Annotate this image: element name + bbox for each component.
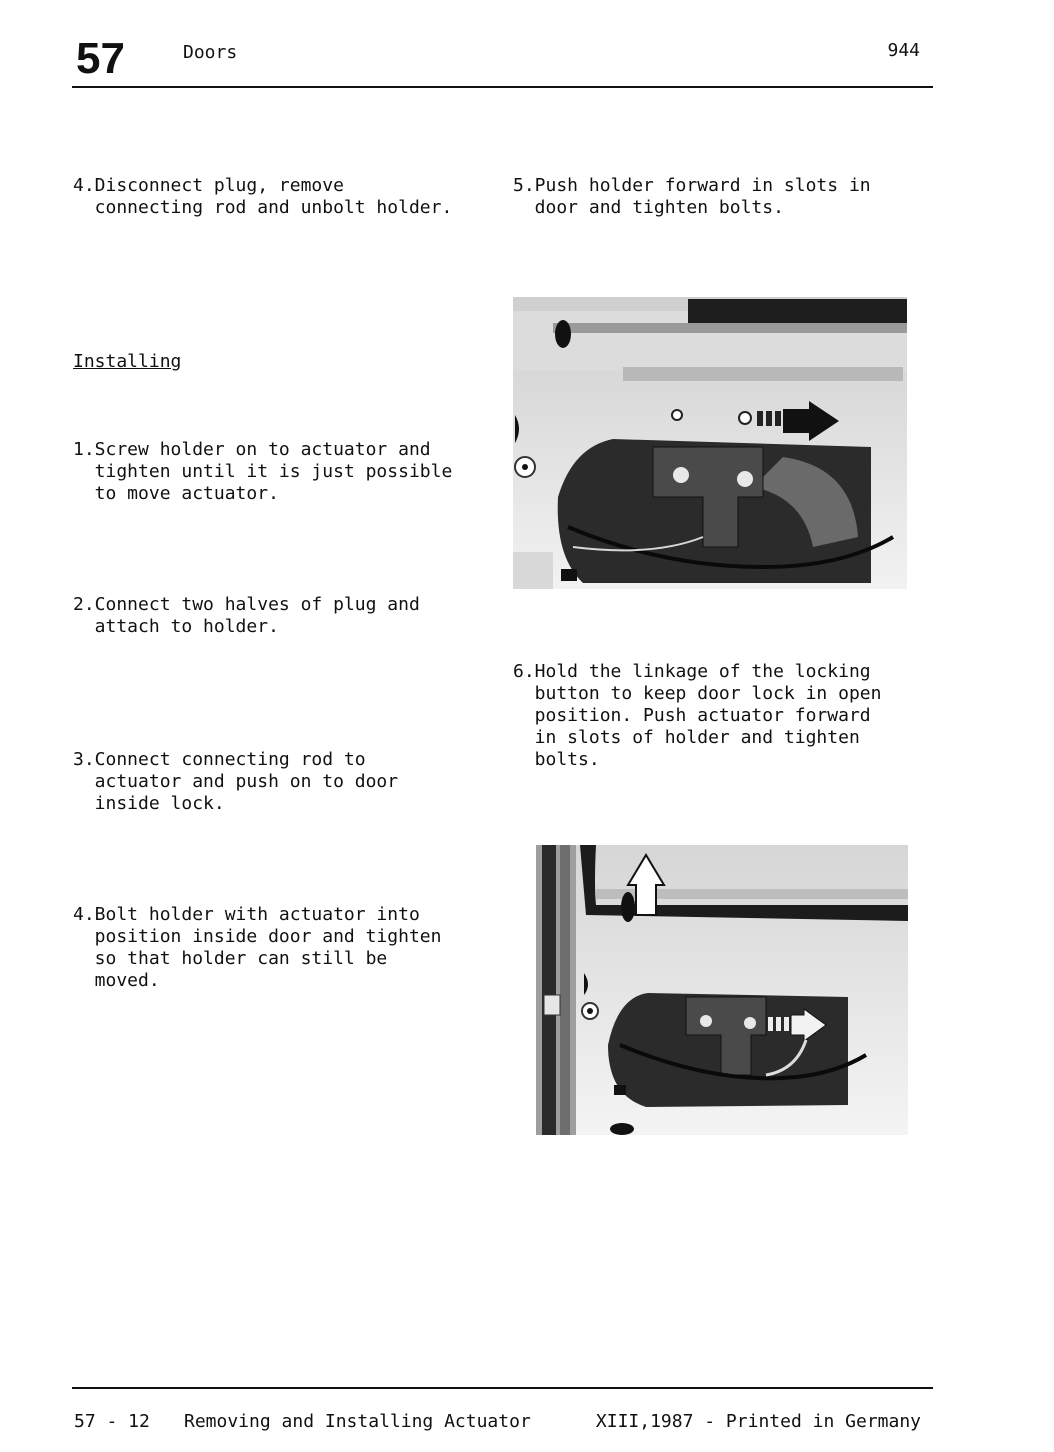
install-step-6: 6.Hold the linkage of the locking button to keep door lock in open position. Push actuator forward in slots of holder and tighten bolts. [513,661,882,770]
removal-step-5: 5.Push holder forward in slots in door and tighten bolts. [513,175,871,218]
installing-heading: Installing [73,351,182,372]
footer-rule [72,1387,933,1389]
footer-title: Removing and Installing Actuator [184,1411,531,1432]
page-number: 57 - 12 [74,1411,150,1432]
footer-edition: XIII,1987 - Printed in Germany [595,1411,921,1432]
install-step-3: 3.Connect connecting rod to actuator and push on to door inside lock. [73,749,399,814]
figure-holder-in-door [513,297,907,589]
removal-step-4: 4.Disconnect plug, remove connecting rod and unbolt holder. [73,175,453,218]
header-rule [72,86,933,88]
chapter-number: 57 [76,34,125,83]
figure-actuator-in-holder [536,845,908,1135]
install-step-1: 1.Screw holder on to actuator and tighten until it is just possible to move actuator. [73,439,453,504]
model-number: 944 [887,40,920,61]
install-step-2: 2.Connect two halves of plug and attach to holder. [73,594,420,637]
section-title: Doors [183,42,238,63]
install-step-4: 4.Bolt holder with actuator into position inside door and tighten so that holder can still be moved. [73,904,442,991]
